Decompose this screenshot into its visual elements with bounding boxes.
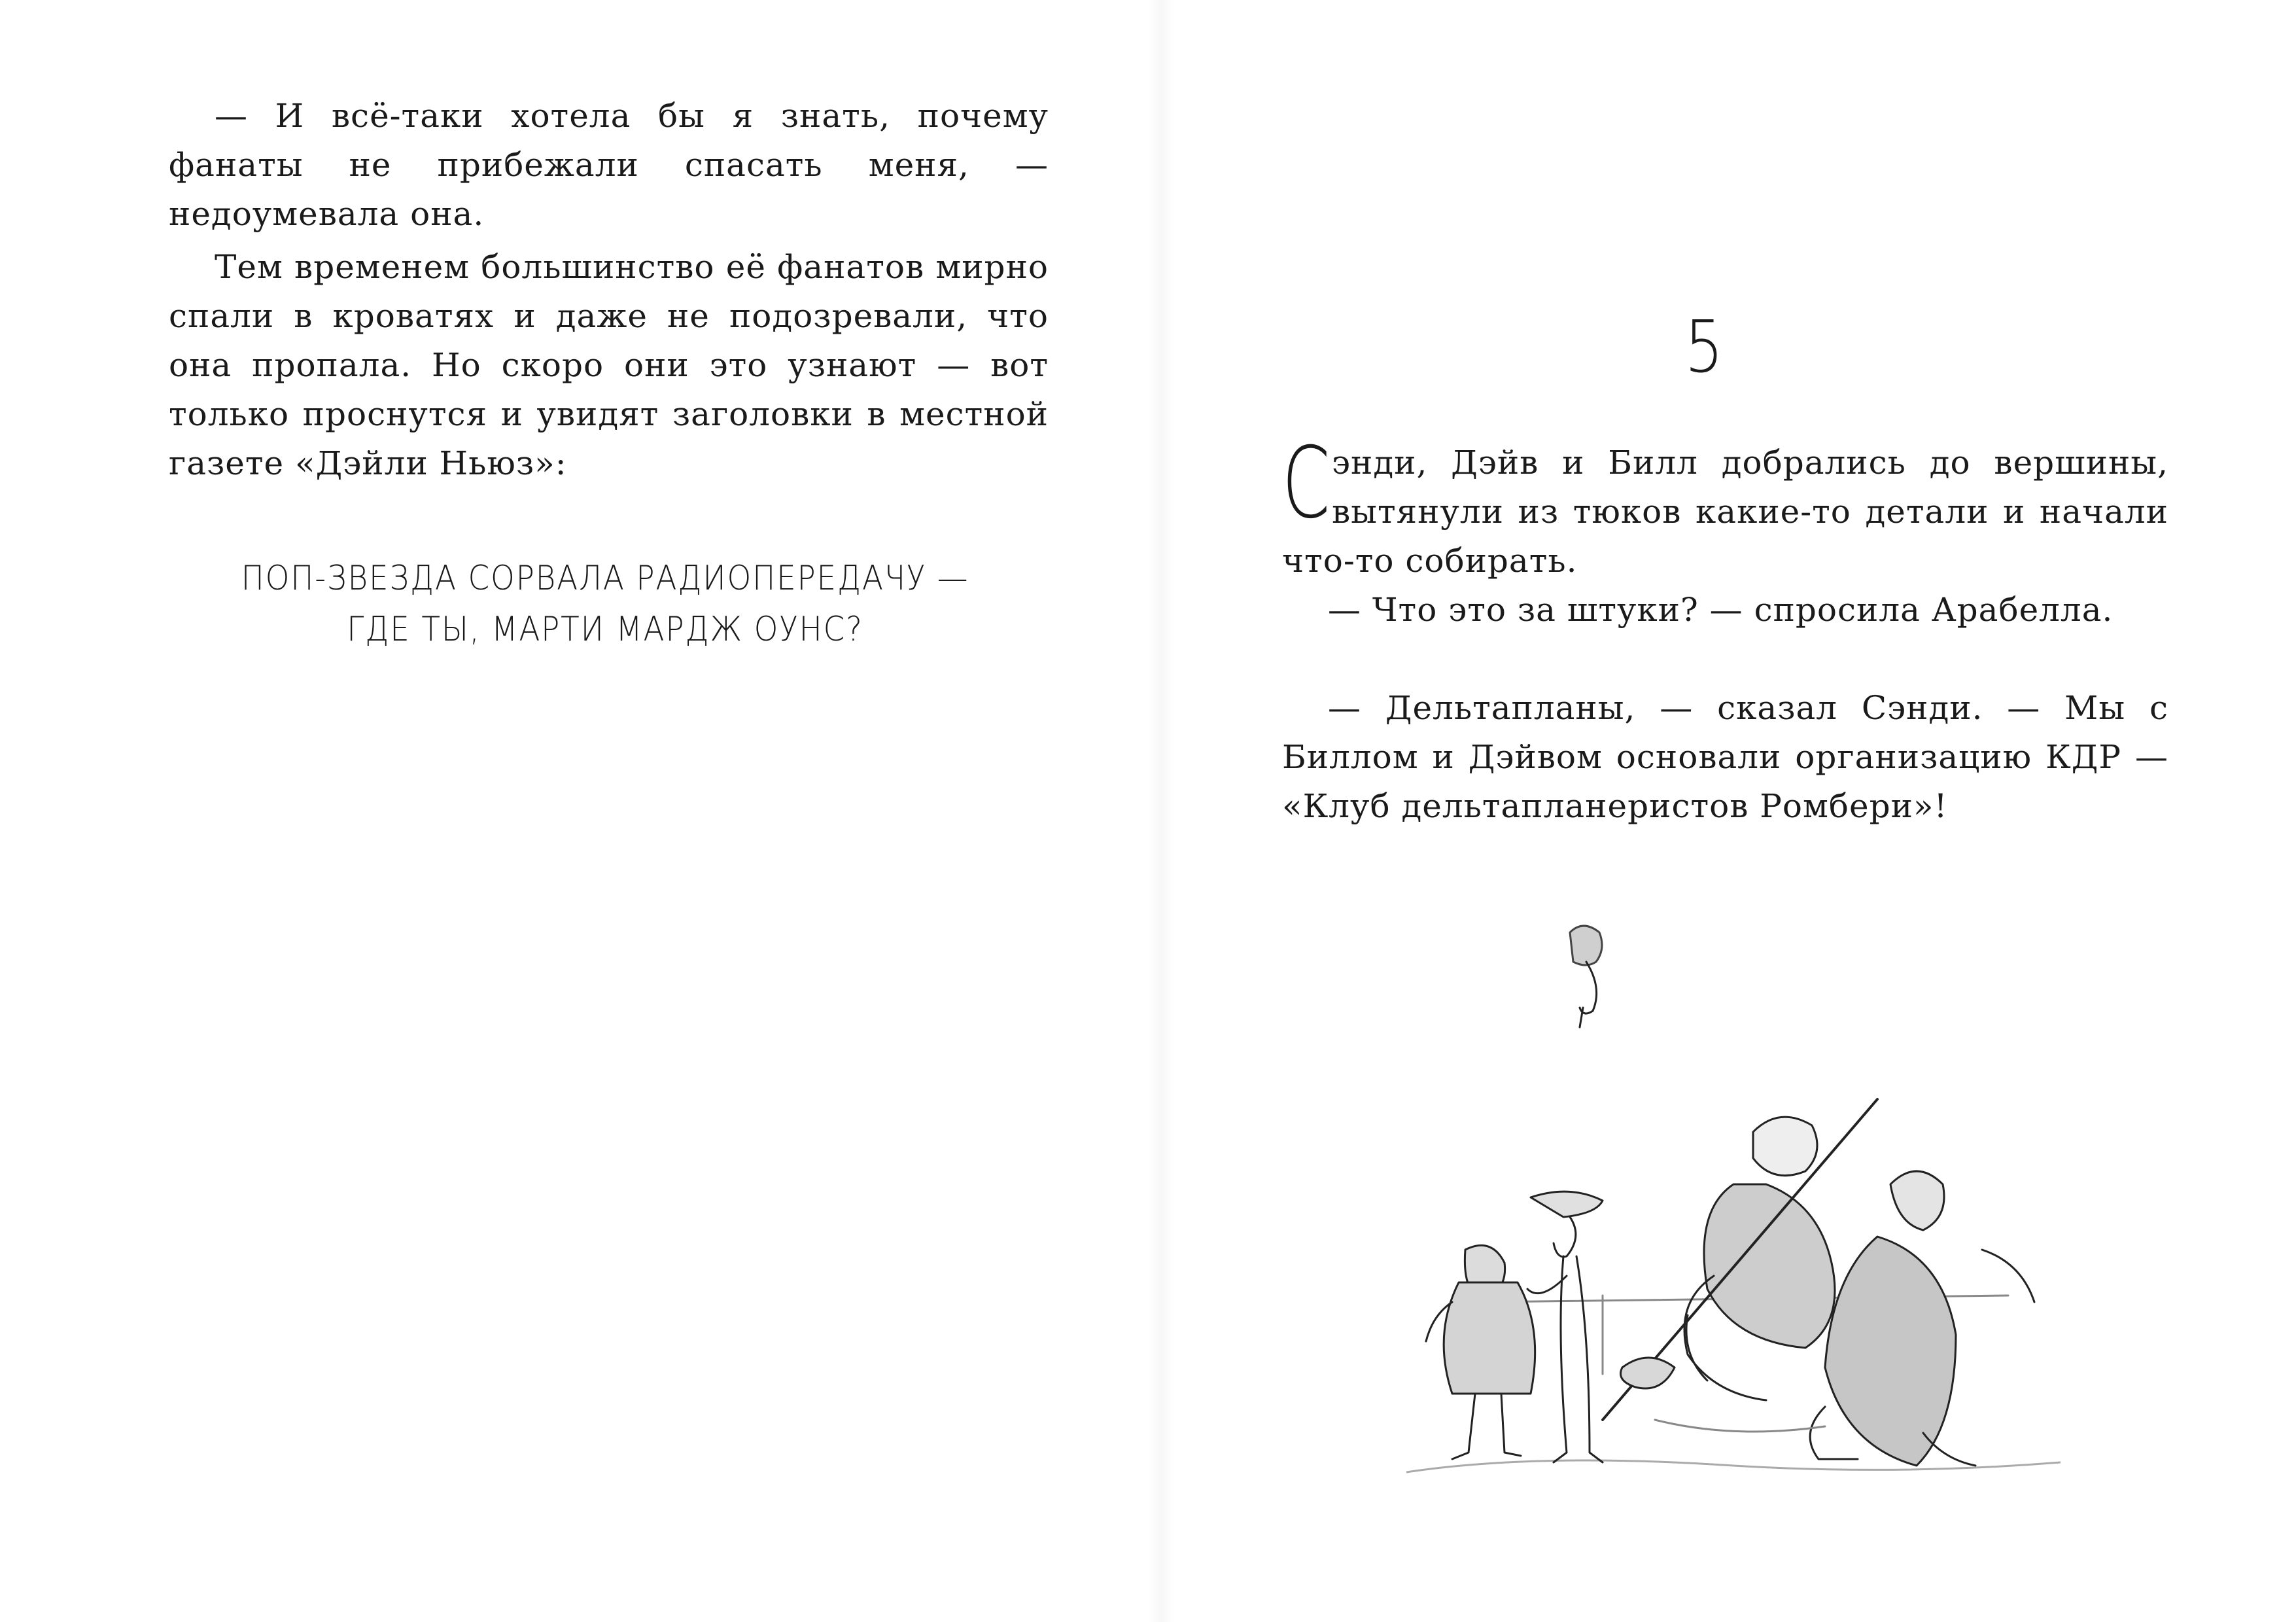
headline-line-2: ГДЕ ТЫ, МАРТИ МАРДЖ ОУНС? bbox=[347, 610, 863, 649]
paragraph-3: — Что это за штуки? — спросила Арабелла. bbox=[1328, 591, 2113, 629]
drop-cap: С bbox=[1282, 427, 1331, 540]
sketch-illustration bbox=[1406, 909, 2061, 1498]
chapter-number: 5 bbox=[1684, 305, 1724, 389]
illustration-characters-assembling-hang-gliders bbox=[1406, 909, 2061, 1498]
paragraph-4: — Дельтапланы, — сказал Сэнди. — Мы с Биллом и Дэйвом основали организацию КДР — «Клуб дельтапланеристов Ромбери»! bbox=[1282, 689, 2168, 825]
headline-line-1: ПОП-ЗВЕЗДА СОРВАЛА РАДИОПЕРЕДАЧУ — bbox=[241, 559, 969, 598]
chapter-opening-paragraph bbox=[1282, 427, 2168, 586]
paragraph-1: — И всё-таки хотела бы я знать, почему фанаты не прибежали спасать меня, — недоумевала она. bbox=[169, 97, 1049, 233]
newspaper-headline bbox=[237, 553, 973, 655]
opening-text: энди, Дэйв и Билл добрались до вершины, вытянули из тюков какие-то детали и начали что-то собирать. bbox=[1282, 444, 2168, 580]
paragraph-2: Тем временем большинство её фанатов мирно спали в кроватях и даже не подозревали, что она пропала. Но скоро они это узнают — вот только проснутся и увидят заголовки в местной газете «Дэйли Ньюз»: bbox=[169, 248, 1049, 482]
